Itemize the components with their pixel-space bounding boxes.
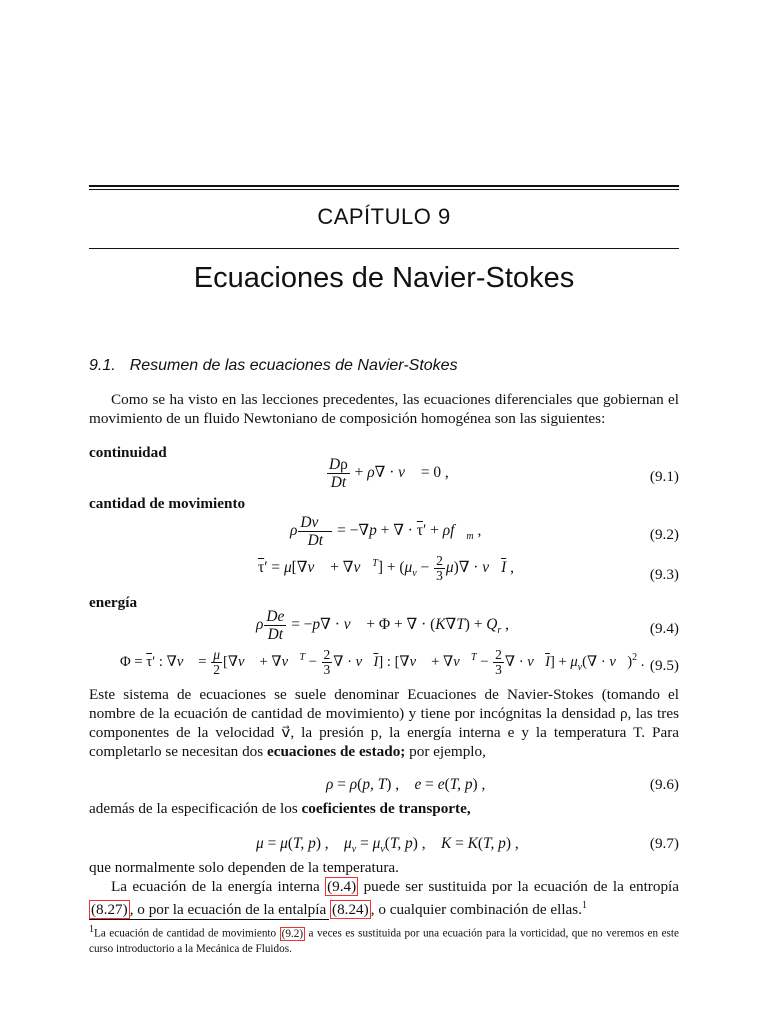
- equation-transport: μ = μ(T, p) , $\mu_v = \mu_v(T$, p) , K = K(T, p) ,: [256, 835, 519, 856]
- header-rule-top-thin: [89, 189, 679, 190]
- equation-state: ρ = ρ(p, T) , e = e(T, p) ,: [326, 776, 486, 793]
- body-text: además de la especificación de los: [89, 800, 302, 817]
- footnote: [89, 922, 679, 957]
- body-text: La ecuación de la energía interna: [111, 878, 326, 895]
- body-text: puede ser sustituida por la ecuación de la entropía: [358, 878, 680, 895]
- eq-number-9-6: (9.6): [649, 776, 679, 793]
- body-text: , o por la ecuación de la entalpía: [129, 901, 331, 919]
- body-text: Este sistema de ecuaciones se suele denominar Ecuaciones de Navier-Stokes (tomando el nombre de la ecuación de cantidad de movimiento) y tiene por incógnitas la densidad ρ, las tres componentes de la velocidad v⃗, la presión p, la energía interna e y la temperatura T. Para completarlo se necesitan dos: [89, 686, 679, 760]
- footnote-marker[interactable]: 1: [582, 900, 588, 911]
- footnote-rule: [89, 919, 329, 920]
- eq-number-9-4: (9.4): [649, 620, 679, 637]
- body-paragraph-transport: [89, 799, 679, 818]
- body-text: , o cualquier combinación de ellas.: [370, 901, 583, 919]
- body-text: por ejemplo,: [405, 743, 486, 760]
- section-number: 9.1.: [89, 357, 116, 374]
- chapter-label: CAPÍTULO 9: [317, 204, 451, 229]
- equation-continuity: $\frac{D\rho}{Dt}$ + ρ∇ · v⃗ = 0 ,: [329, 456, 449, 491]
- body-bold-state-equations: ecuaciones de estado;: [266, 743, 406, 760]
- eq-number-9-5: (9.5): [649, 657, 679, 674]
- equation-momentum: ρ $\frac{Dv⃗}{Dt}$ = −∇p + ∇ · $\overline{\tau}'$ + $\rho f⃗_m$ ,: [290, 514, 482, 549]
- chapter-rule: [89, 248, 679, 249]
- eq-number-9-7: (9.7): [649, 835, 679, 852]
- equation-viscous-stress: $\overline{\tau}'$ = μ[∇v⃗ + ∇v⃗$^T$] + ($\mu_v$ − $\frac{2}{3}$ $\mu)\nabla \cdot v⃗\overline{I}$ ,: [258, 553, 514, 583]
- body-paragraph-temperature: que normalmente solo dependen de la temperatura.: [89, 859, 399, 876]
- label-continuity: continuidad: [89, 444, 167, 461]
- label-momentum: cantidad de movimiento: [89, 495, 246, 512]
- eq-number-9-1: (9.1): [649, 468, 679, 485]
- eq-number-9-3: (9.3): [649, 566, 679, 583]
- body-bold-transport-coefficients: coeficientes de transporte,: [301, 800, 471, 817]
- section-title: Resumen de las ecuaciones de Navier-Stokes: [129, 357, 458, 374]
- link-eq-8-27[interactable]: (8.27): [91, 901, 128, 919]
- intro-paragraph: Como se ha visto en las lecciones precedentes, las ecuaciones diferenciales que gobiernan el movimiento de un fluido Newtoniano de composición homogénea son las siguientes:: [89, 391, 679, 427]
- footnote-text: La ecuación de cantidad de movimiento: [94, 927, 280, 940]
- header-rule-top: [89, 185, 679, 187]
- body-paragraph-energy-alternatives: [89, 877, 679, 919]
- link-eq-8-24[interactable]: (8.24): [332, 901, 369, 919]
- eq-number-9-2: (9.2): [649, 526, 679, 543]
- equation-energy: ρ $\frac{De}{Dt}$ = −p∇ · v⃗ + Φ + ∇ · $(K\nabla T) + Q_r$ ,: [256, 608, 510, 643]
- label-energy: energía: [89, 594, 138, 611]
- equation-dissipation: $\Phi = \overline{\tau}'$ : ∇v⃗ = $\frac{\mu}{2}$ [∇v⃗ + ∇v⃗$^T$ − $\frac{2}{3}$ ∇ · $v⃗\overline{I}$] : [∇v⃗ + ∇v⃗$^T$ − $\frac{2}{3}$ ∇ · $v⃗\overline{I}] + \mu_v(\nabla$ · v⃗)$^2$ .: [120, 647, 645, 677]
- footnote-number: 1: [89, 924, 94, 935]
- link-eq-9-2[interactable]: (9.2): [281, 927, 304, 940]
- chapter-title: Ecuaciones de Navier-Stokes: [193, 262, 575, 294]
- body-paragraph-unknowns: [89, 685, 679, 761]
- footnote-text: a veces es sustituida por una ecuación para la vorticidad, que no veremos en este curso introductorio a la Mecánica de Fluidos.: [89, 927, 679, 955]
- link-eq-9-4[interactable]: (9.4): [327, 878, 357, 895]
- section-heading: [89, 357, 458, 375]
